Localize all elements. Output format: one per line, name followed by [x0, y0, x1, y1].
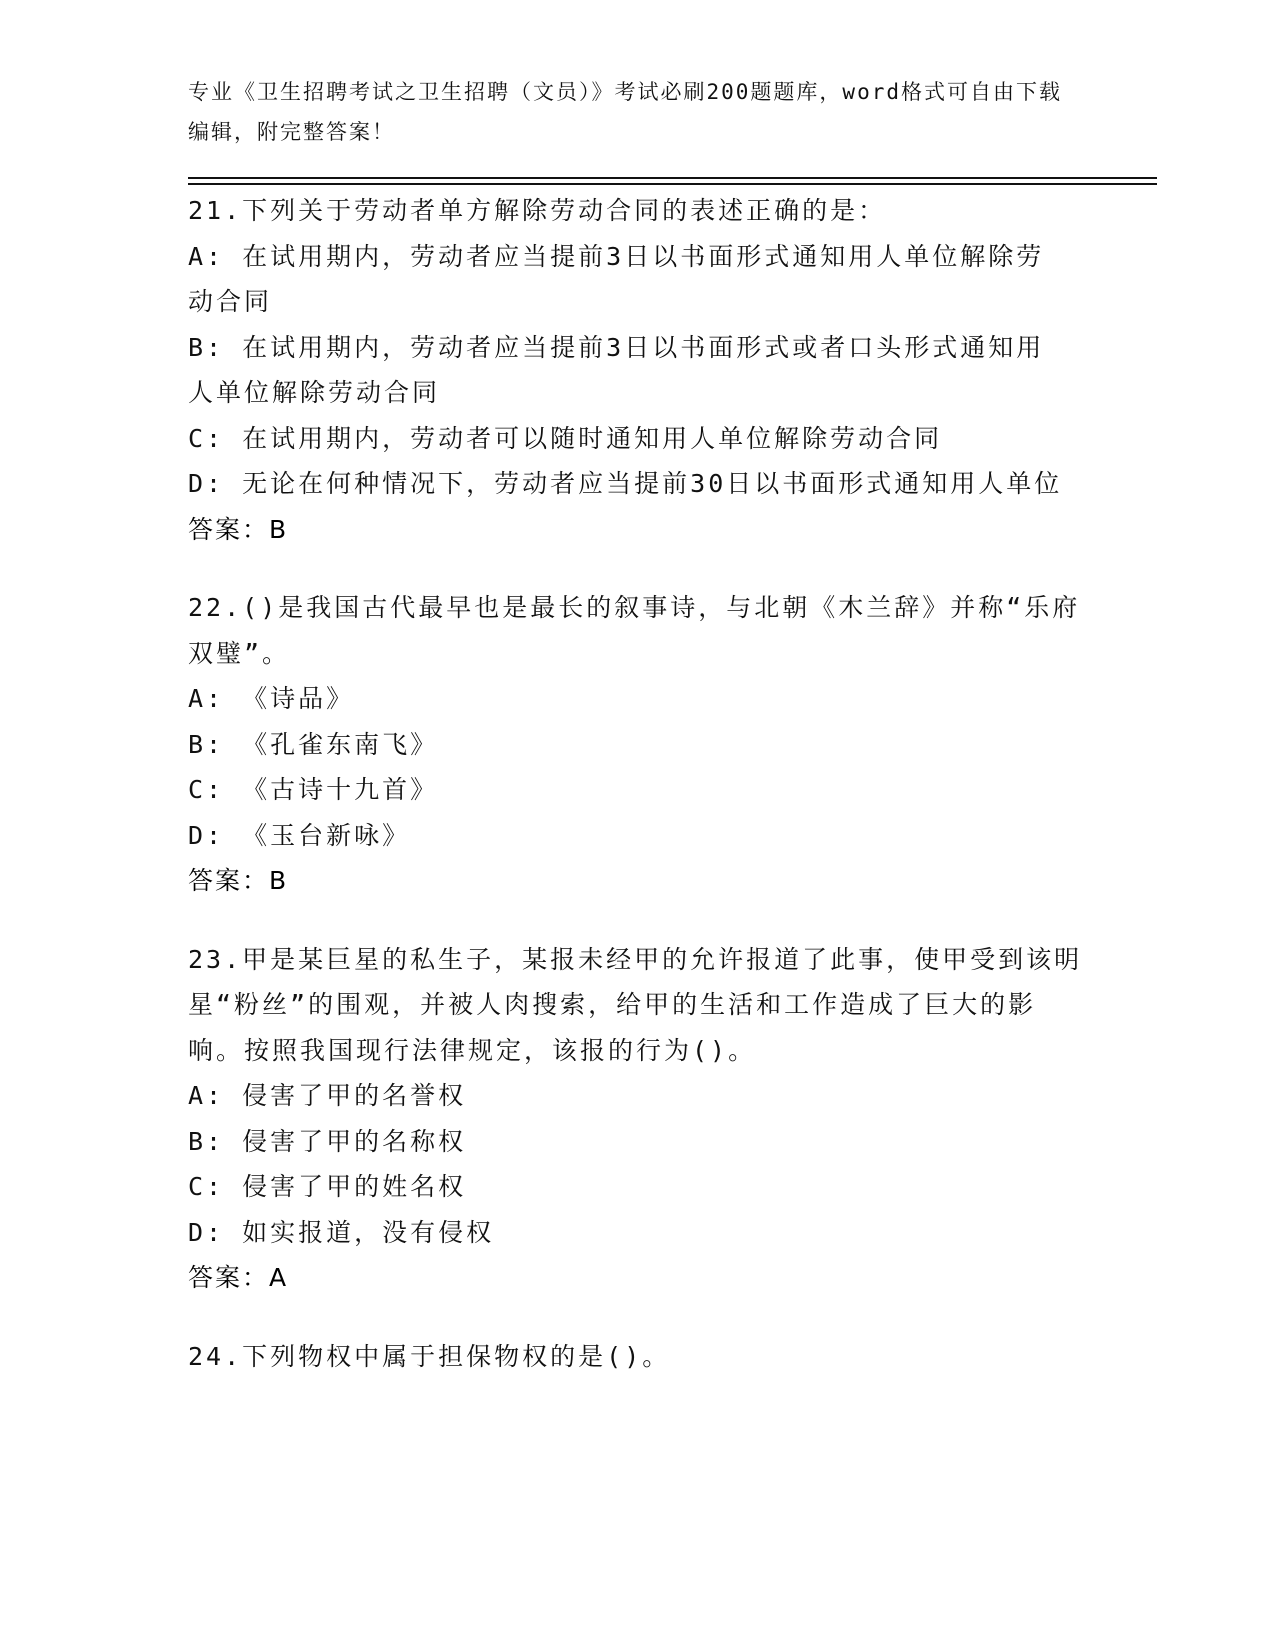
option-a: A: 《诗品》: [188, 684, 355, 713]
option-c: C: 在试用期内，劳动者可以随时通知用人单位解除劳动合同: [188, 423, 943, 453]
option-a: A: 在试用期内，劳动者应当提前3日以书面形式通知用人单位解除劳动合同: [188, 241, 1045, 316]
answer: 答案：A: [188, 1263, 289, 1292]
answer: 答案：B: [188, 514, 289, 544]
option-c: C: 《古诗十九首》: [188, 775, 439, 804]
question-23: [188, 937, 1088, 1301]
header-divider-top: [188, 177, 1157, 179]
option-d: D: 如实报道，没有侵权: [188, 1217, 495, 1247]
option-b: B: 在试用期内，劳动者应当提前3日以书面形式或者口头形式通知用人单位解除劳动合同: [188, 332, 1045, 407]
document-header: 专业《卫生招聘考试之卫生招聘（文员）》考试必刷200题题库，word格式可自由下载编辑，附完整答案！: [188, 80, 1062, 144]
question-22: [188, 585, 1088, 904]
question-stem: 24.下列物权中属于担保物权的是()。: [188, 1341, 671, 1371]
question-21: [188, 188, 1068, 552]
option-c: C: 侵害了甲的姓名权: [188, 1172, 467, 1201]
question-24: [188, 1334, 1088, 1380]
question-stem: 22.()是我国古代最早也是最长的叙事诗，与北朝《木兰辞》并称“乐府双璧”。: [188, 593, 1081, 668]
question-list: [188, 188, 1088, 1412]
question-stem: 21.下列关于劳动者单方解除劳动合同的表述正确的是：: [188, 196, 887, 225]
option-d: D: 《玉台新咏》: [188, 820, 411, 850]
option-a: A: 侵害了甲的名誉权: [188, 1081, 467, 1110]
header-divider-bottom: [188, 183, 1157, 185]
answer: 答案：B: [188, 866, 289, 895]
option-b: B: 《孔雀东南飞》: [188, 729, 439, 759]
question-stem: 23.甲是某巨星的私生子，某报未经甲的允许报道了此事，使甲受到该明星“粉丝”的围观，并被人肉搜索，给甲的生活和工作造成了巨大的影响。按照我国现行法律规定，该报的行为()。: [188, 944, 1083, 1065]
option-d: D: 无论在何种情况下，劳动者应当提前30日以书面形式通知用人单位: [188, 469, 1063, 498]
option-b: B: 侵害了甲的名称权: [188, 1126, 467, 1156]
